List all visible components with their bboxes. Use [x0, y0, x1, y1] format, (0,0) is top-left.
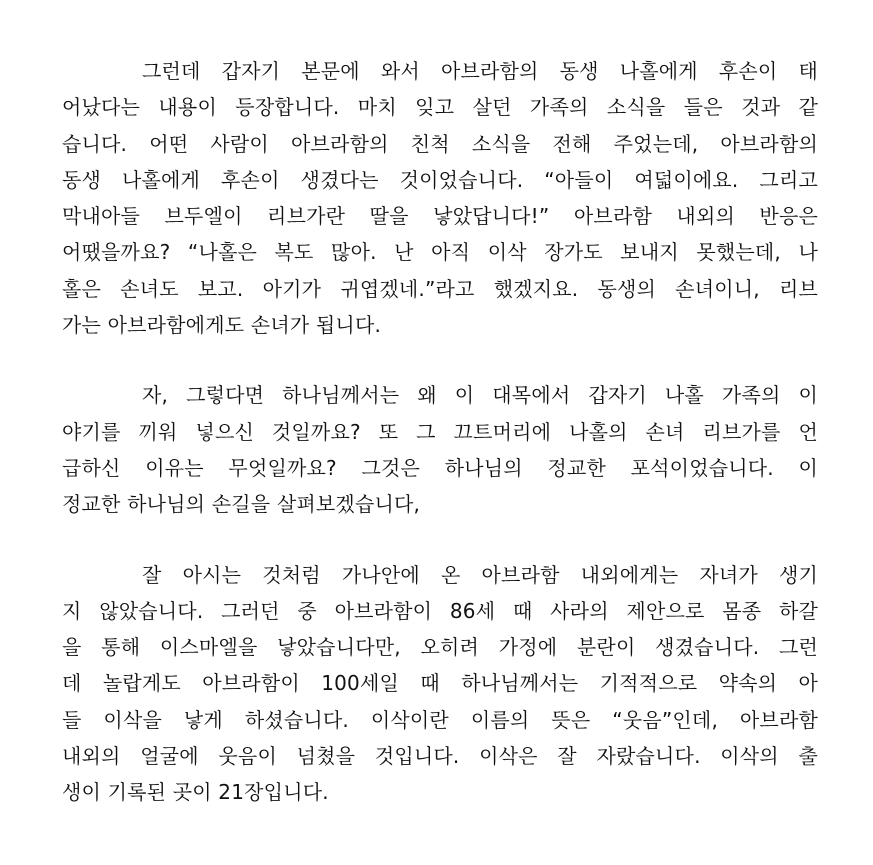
- text-line: 지 않았습니다. 그러던 중 아브라함이 86세 때 사라의 제안으로 몸종 하갈: [62, 598, 818, 623]
- text-line: 가는 아브라함에게도 손녀가 됩니다.: [62, 313, 382, 338]
- text-line: 자, 그렇다면 하나님께서는 왜 이 대목에서 갑자기 나홀 가족의 이: [142, 383, 818, 408]
- text-line: 생이 기록된 곳이 21장입니다.: [62, 780, 329, 805]
- text-line: 잘 아시는 것처럼 가나안에 온 아브라함 내외에게는 자녀가 생기: [142, 562, 818, 587]
- text-line: 을 통해 이스마엘을 낳았습니다만, 오히려 가정에 분란이 생겼습니다. 그런: [62, 635, 818, 660]
- paragraph-spacer: [62, 523, 818, 557]
- text-line: 어땠을까요? “나홀은 복도 많아. 난 아직 이삭 장가도 보내지 못했는데, 나: [62, 240, 818, 265]
- paragraph-spacer: [62, 343, 818, 377]
- document-page: [62, 53, 818, 811]
- text-line: 급하신 이유는 무엇일까요? 그것은 하나님의 정교한 포석이었습니다. 이: [62, 455, 818, 480]
- paragraph-1: [62, 53, 818, 343]
- text-line: 정교한 하나님의 손길을 살펴보겠습니다,: [62, 492, 421, 517]
- text-line: 어났다는 내용이 등장합니다. 마치 잊고 살던 가족의 소식을 들은 것과 같: [62, 95, 818, 120]
- text-line: 내외의 얼굴에 웃음이 넘쳤을 것입니다. 이삭은 잘 자랐습니다. 이삭의 출: [62, 744, 818, 769]
- text-line: 들 이삭을 낳게 하셨습니다. 이삭이란 이름의 뜻은 “웃음”인데, 아브라함: [62, 707, 818, 732]
- text-line: 막내아들 브두엘이 리브가란 딸을 낳았답니다!” 아브라함 내외의 반응은: [62, 204, 818, 229]
- text-line: 홀은 손녀도 보고. 아기가 귀엽겠네.”라고 했겠지요. 동생의 손녀이니, 리브: [62, 276, 818, 301]
- paragraph-2: [62, 377, 818, 522]
- text-line: 그런데 갑자기 본문에 와서 아브라함의 동생 나홀에게 후손이 태: [142, 59, 818, 83]
- text-line: 데 놀랍게도 아브라함이 100세일 때 하나님께서는 기적적으로 약속의 아: [62, 671, 818, 696]
- text-line: 동생 나홀에게 후손이 생겼다는 것이었습니다. “아들이 여덟이에요. 그리고: [62, 167, 818, 192]
- text-line: 습니다. 어떤 사람이 아브라함의 친척 소식을 전해 주었는데, 아브라함의: [62, 131, 818, 156]
- paragraph-3: [62, 557, 818, 811]
- text-line: 야기를 끼워 넣으신 것일까요? 또 그 끄트머리에 나홀의 손녀 리브가를 언: [62, 419, 818, 444]
